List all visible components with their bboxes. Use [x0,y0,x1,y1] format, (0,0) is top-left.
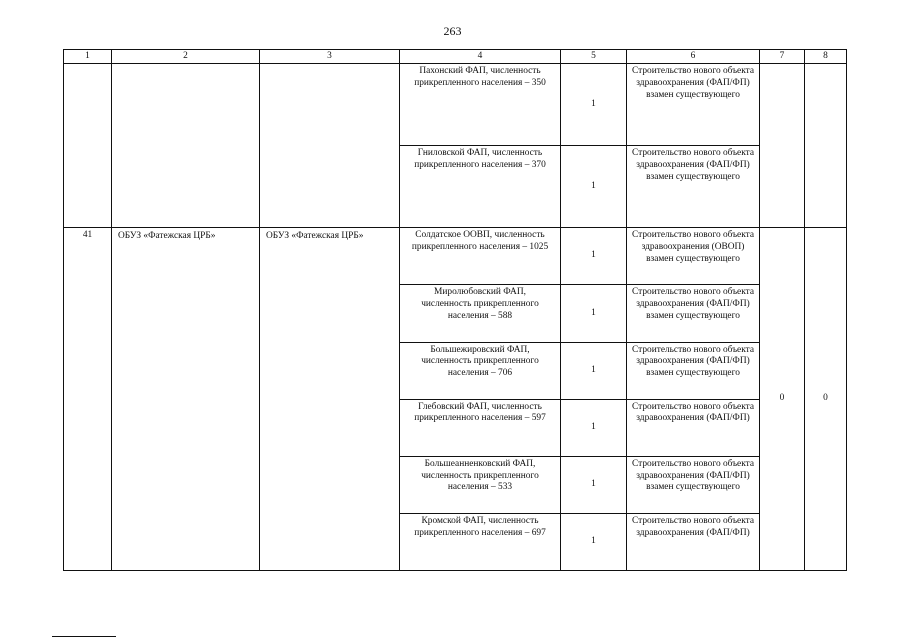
column-header: 5 [561,50,627,64]
count-cell: 1 [561,228,627,285]
count-cell: 1 [561,342,627,399]
organization-cell [112,64,260,228]
row-number-cell [64,64,112,228]
page-number: 263 [443,24,462,38]
col8-cell: 0 [805,228,847,571]
organization-cell: ОБУЗ «Фатежская ЦРБ» [112,228,260,571]
object-cell: Глебовский ФАП, численность прикрепленного населения – 597 [400,399,561,456]
object-cell: Гниловской ФАП, численность прикрепленного населения – 370 [400,146,561,228]
object-cell: Солдатское ООВП, численность прикрепленного населения – 1025 [400,228,561,285]
count-cell: 1 [561,456,627,513]
action-cell: Строительство нового объекта здравоохранения (ФАП/ФП) [627,513,760,570]
count-cell: 1 [561,513,627,570]
action-cell: Строительство нового объекта здравоохранения (ФАП/ФП) взамен существующего [627,342,760,399]
object-cell: Миролюбовский ФАП, численность прикрепленного населения – 588 [400,285,561,342]
object-cell: Большежировский ФАП, численность прикрепленного населения – 706 [400,342,561,399]
data-table [63,49,847,571]
action-cell: Строительство нового объекта здравоохранения (ФАП/ФП) взамен существующего [627,146,760,228]
column-header: 8 [805,50,847,64]
col7-cell [760,64,805,228]
row-number-cell: 41 [64,228,112,571]
count-cell: 1 [561,399,627,456]
column-header: 2 [112,50,260,64]
action-cell: Строительство нового объекта здравоохранения (ФАП/ФП) взамен существующего [627,456,760,513]
table-row [64,64,847,146]
table-row [64,228,847,285]
object-cell: Кромской ФАП, численность прикрепленного населения – 697 [400,513,561,570]
recipient-cell: ОБУЗ «Фатежская ЦРБ» [260,228,400,571]
count-cell: 1 [561,285,627,342]
count-cell: 1 [561,64,627,146]
count-cell: 1 [561,146,627,228]
footnote-divider [52,636,116,637]
table-header-row [64,50,847,64]
column-header: 4 [400,50,561,64]
object-cell: Пахонский ФАП, численность прикрепленного населения – 350 [400,64,561,146]
column-header: 3 [260,50,400,64]
recipient-cell [260,64,400,228]
col8-cell [805,64,847,228]
column-header: 7 [760,50,805,64]
object-cell: Большеанненковский ФАП, численность прикрепленного населения – 533 [400,456,561,513]
column-header: 6 [627,50,760,64]
action-cell: Строительство нового объекта здравоохранения (ФАП/ФП) [627,399,760,456]
column-header: 1 [64,50,112,64]
col7-cell: 0 [760,228,805,571]
action-cell: Строительство нового объекта здравоохранения (ОВОП) взамен существующего [627,228,760,285]
action-cell: Строительство нового объекта здравоохранения (ФАП/ФП) взамен существующего [627,64,760,146]
action-cell: Строительство нового объекта здравоохранения (ФАП/ФП) взамен существующего [627,285,760,342]
